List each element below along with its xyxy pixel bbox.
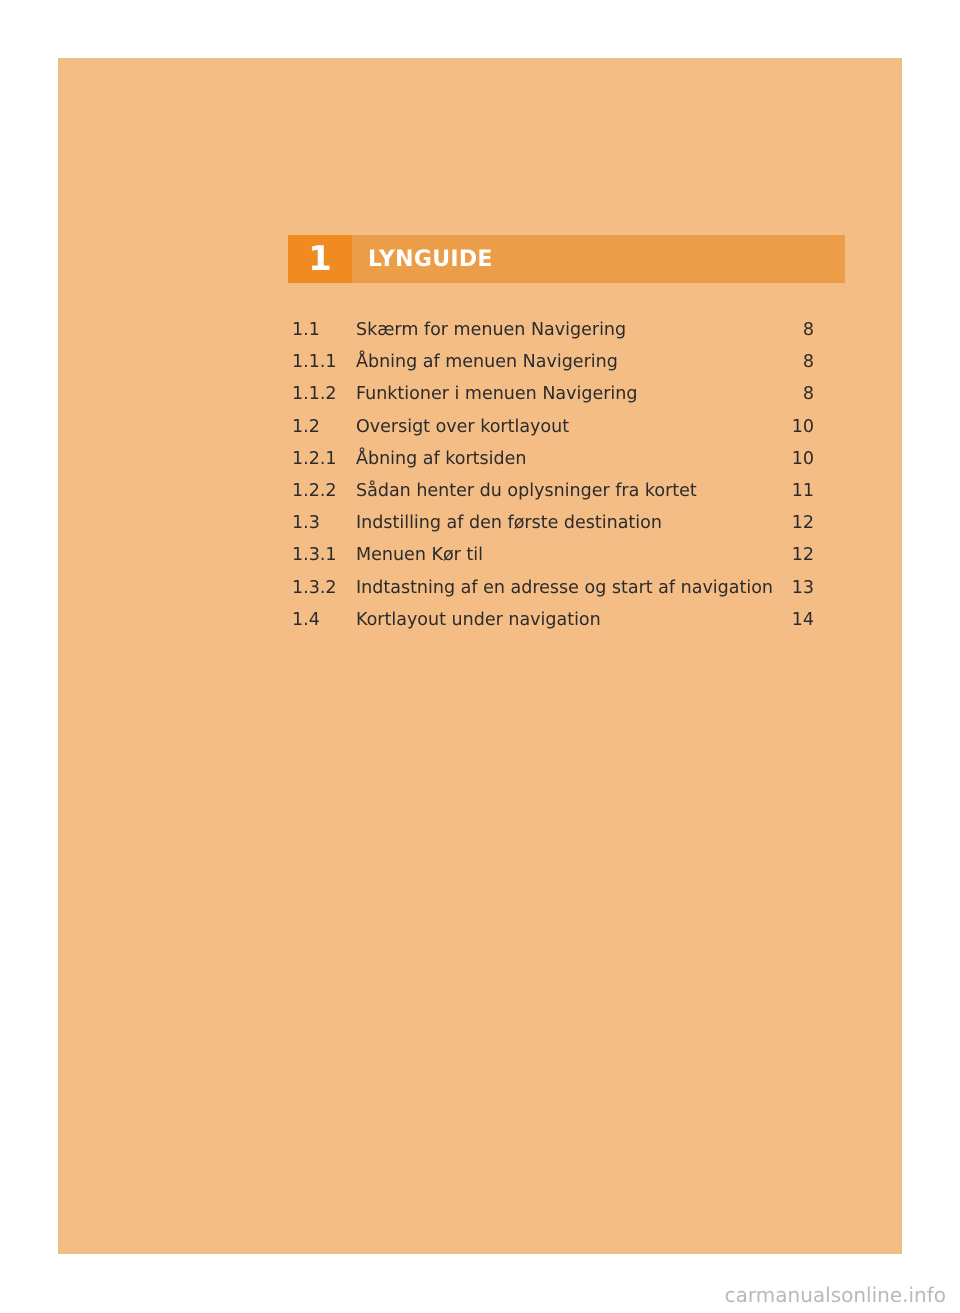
toc-entry-page: 10 [791,416,814,437]
toc-entry-1-3[interactable] [292,507,814,539]
toc-entry-title: Åbning af menuen Navigering [356,352,618,373]
toc-entry-1-1-2[interactable] [292,378,814,410]
toc-entry-number: 1.3.1 [292,545,337,566]
toc-entry-number: 1.2 [292,416,320,437]
toc-entry-1-1-1[interactable] [292,346,814,378]
toc-entry-number: 1.2.1 [292,448,337,469]
toc-entry-1-3-2[interactable] [292,572,814,604]
toc-entry-title: Åbning af kortsiden [356,448,527,469]
toc-entry-title: Sådan henter du oplysninger fra kortet [356,481,697,502]
toc-entry-page: 12 [791,513,814,534]
toc-entry-page: 12 [791,545,814,566]
toc-entry-number: 1.1 [292,320,320,341]
chapter-header [288,235,845,283]
toc-entry-number: 1.4 [292,609,320,630]
toc-entry-title: Indtastning af en adresse og start af navigation [356,577,774,598]
toc-entry-page: 8 [802,320,814,341]
toc-entry-title: Menuen Kør til [356,545,483,566]
toc-entry-page: 8 [802,352,814,373]
toc-entry-1-1[interactable] [292,314,814,346]
toc-entry-title: Funktioner i menuen Navigering [356,384,638,405]
toc-entry-number: 1.3.2 [292,577,337,598]
toc-entry-page: 10 [791,448,814,469]
toc-entry-title: Kortlayout under navigation [356,609,601,630]
toc-entry-page: 13 [791,577,814,598]
toc-entry-1-2-1[interactable] [292,443,814,475]
toc-entry-number: 1.3 [292,513,320,534]
toc-entry-page: 14 [791,609,814,630]
chapter-number: 1 [288,235,352,283]
table-of-contents [292,314,814,636]
chapter-title: LYNGUIDE [368,246,493,272]
toc-entry-title: Skærm for menuen Navigering [356,320,627,341]
toc-entry-page: 11 [791,481,814,502]
toc-entry-1-4[interactable] [292,604,814,636]
watermark: carmanualsonline.info [724,1283,946,1307]
toc-entry-1-2[interactable] [292,411,814,443]
toc-entry-number: 1.2.2 [292,481,337,502]
toc-entry-1-3-1[interactable] [292,539,814,571]
toc-entry-number: 1.1.1 [292,352,337,373]
toc-entry-title: Indstilling af den første destination [356,513,662,534]
toc-entry-number: 1.1.2 [292,384,337,405]
toc-entry-1-2-2[interactable] [292,475,814,507]
toc-entry-page: 8 [802,384,814,405]
toc-entry-title: Oversigt over kortlayout [356,416,570,437]
